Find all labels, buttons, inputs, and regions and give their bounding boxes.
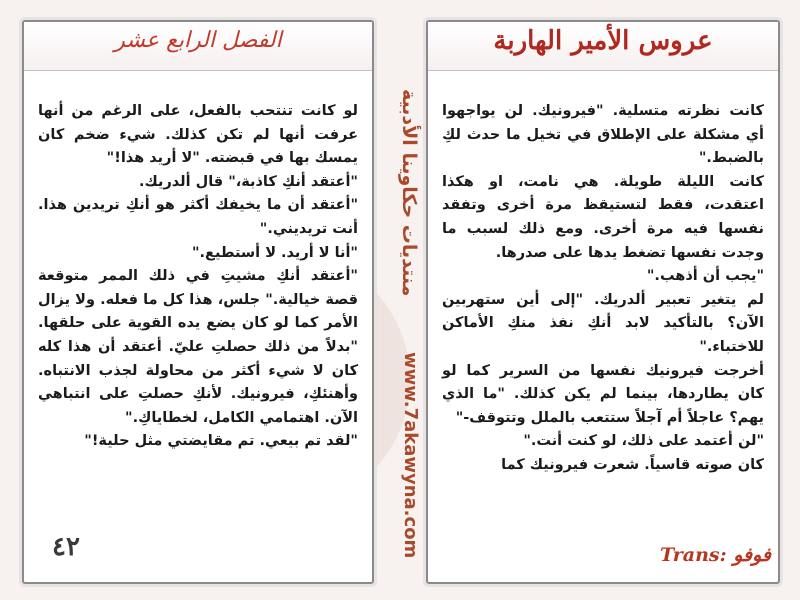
paragraph: كانت الليلة طويلة. هي نامت، او هكذا اعتقدت، فقط لتستيقظ مرة أخرى وتفقد نفسها فيه مرة أخرى. ومع ذلك لسبب ما وجدت نفسها تضغط يدها على صدرها.	[442, 173, 764, 261]
right-page-panel	[426, 20, 780, 584]
left-page-header	[24, 22, 372, 71]
paragraph: "لن أعتمد على ذلك، لو كنت أنت."	[523, 433, 764, 450]
right-page-body	[442, 100, 764, 478]
translator-credit: Trans: فوفو	[660, 544, 772, 566]
right-page-header	[428, 22, 778, 71]
forum-name: منتديات حكاوينا الأدبية	[398, 88, 420, 297]
paragraph: كانت نظرته متسلية. "فيرونيك. لن يواجهوا أي مشكلة على الإطلاق في تخيل ما حدث لكِ بالضبط."	[442, 103, 764, 167]
left-page-body	[38, 100, 358, 454]
paragraph: "أنا لا أريد. لا أستطيع."	[191, 244, 358, 261]
book-title: عروس الأمير الهاربة	[493, 26, 713, 56]
paragraph: "أعتقد أنكِ كاذبة،" قال ألدريك.	[138, 173, 358, 190]
paragraph: كان صوته قاسياً. شعرت فيرونيك كما	[501, 456, 764, 473]
paragraph: "أعتقد أن ما يخيفك أكثر هو أنكِ تريدين هذا. أنت تريديني."	[38, 197, 358, 237]
paragraph: "يجب أن أذهب."	[646, 268, 764, 285]
paragraph: "لقد تم بيعي. تم مقايضتي مثل حلية!"	[84, 433, 358, 450]
left-page-panel	[22, 20, 374, 584]
page-number: ٤٢	[52, 532, 80, 562]
forum-url: www.7akawyna.com	[400, 351, 421, 559]
paragraph: لو كانت تنتحب بالفعل، على الرغم من أنها عرفت أنها لم تكن كذلك. شيء ضخم كان يمسك بها في قبضته. "لا أريد هذا!"	[38, 103, 358, 167]
paragraph: لم يتغير تعبير ألدريك. "إلى أين ستهربين الآن؟ بالتأكيد لابد أنكِ نفذ منكِ الأماكن للاختباء."	[442, 291, 764, 355]
chapter-title: الفصل الرابع عشر	[114, 28, 282, 53]
paragraph: "أعتقد أنكِ مشيتِ في ذلك الممر متوقعة قصة خيالية." جلس، هذا كل ما فعله. ولا يزال الأمر كما لو كان يضع يده القوية على حلقها. "بدلاً من ذلك حصلتِ عليّ. أعتقد أن هذا كله كان لا شيء أكثر من محاولة لجذب الانتباه. وأهنئكِ، فيرونيك. لأنكِ حصلتِ على انتباهي الآن. اهتمامي الكامل، لخطاياكِ."	[38, 268, 358, 426]
paragraph: أخرجت فيرونيك نفسها من السرير كما لو كان يطاردها، بينما لم يكن كذلك. "ما الذي يهم؟ عاجلاً أم آجلاً ستتعب بالملل وتتوقف-"	[442, 362, 764, 426]
